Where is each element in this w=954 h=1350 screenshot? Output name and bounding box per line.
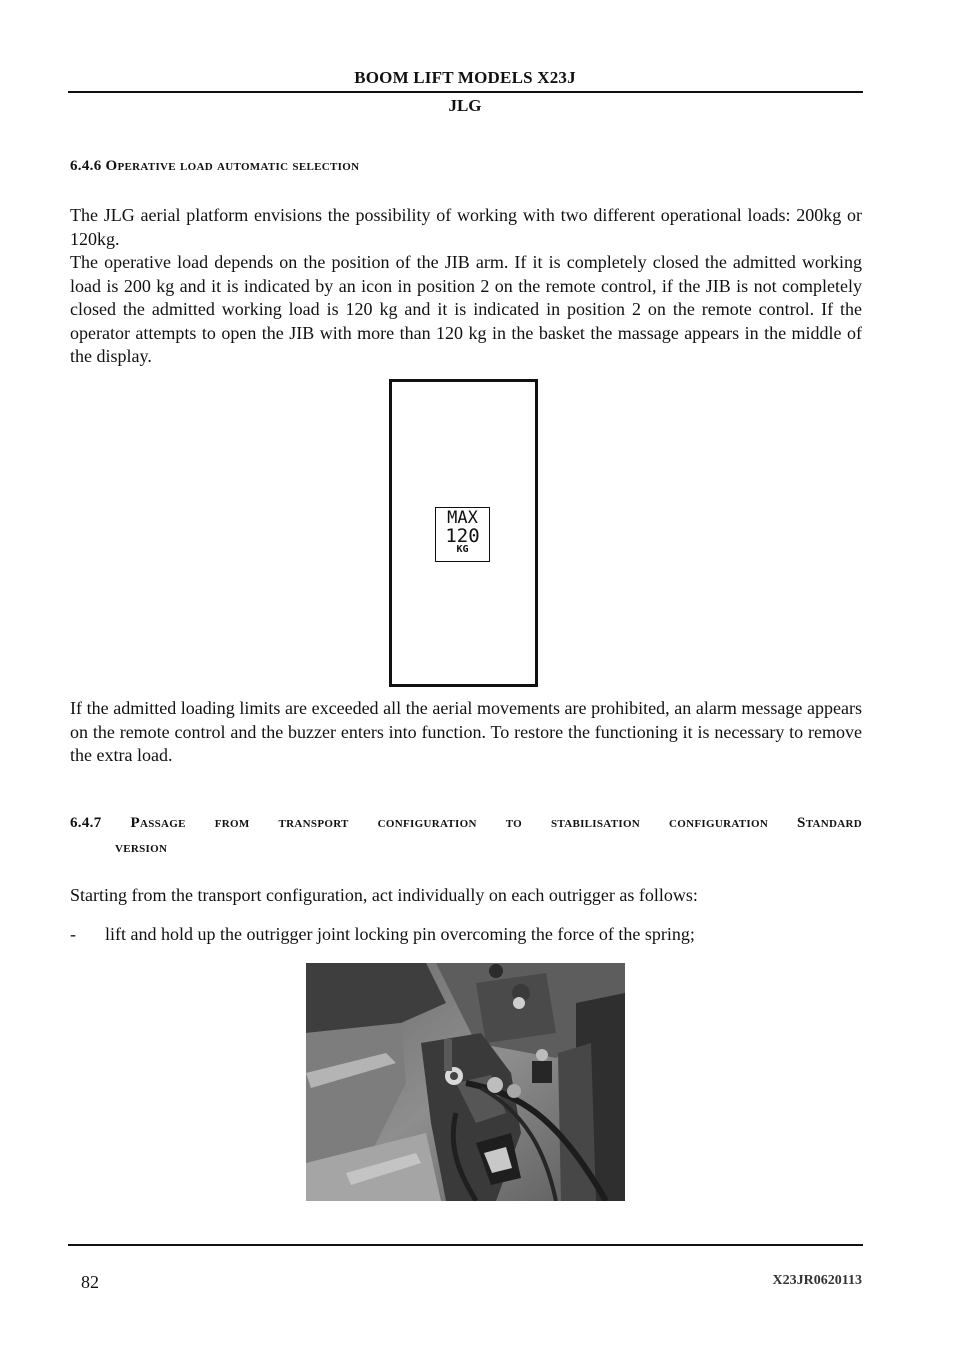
section-646-paragraph-2: The operative load depends on the position of the JIB arm. If it is completely closed the admitted working load is 200 kg and it is indicated by an icon in position 2 on the remote control, if the JIB is not completely closed the admitted working load is 120 kg and it is indicated in position 2 on the remote control. If the operator attempts to open the JIB with more than 120 kg in the basket the massage appears in the middle of the display. xyxy=(70,252,862,366)
header-rule xyxy=(68,91,863,93)
max-load-icon xyxy=(435,507,490,562)
section-646-paragraph-1: The JLG aerial platform envisions the possibility of working with two different operational loads: 200kg or 120kg. xyxy=(70,205,862,249)
bullet-marker: - xyxy=(70,924,76,944)
section-647-intro: Starting from the transport configuration, act individually on each outrigger as follows: xyxy=(70,885,698,905)
max-load-icon-line1: MAX xyxy=(447,508,478,528)
bullet-text: lift and hold up the outrigger joint locking pin overcoming the force of the spring; xyxy=(105,924,695,944)
header-title: BOOM LIFT MODELS X23J xyxy=(354,68,576,87)
header-subtitle: JLG xyxy=(448,96,482,115)
max-load-icon-line2: 120 xyxy=(445,525,480,547)
section-647-heading-cont: version xyxy=(115,840,168,856)
section-646-heading: 6.4.6 Operative load automatic selection xyxy=(70,158,360,174)
outrigger-joint-photo xyxy=(306,963,625,1201)
document-code: X23JR0620113 xyxy=(772,1273,862,1288)
page-number: 82 xyxy=(81,1272,99,1292)
remote-display-illustration xyxy=(389,379,538,687)
footer-rule xyxy=(68,1244,863,1246)
max-load-icon-line3: KG xyxy=(456,544,469,555)
section-646-paragraph-3: If the admitted loading limits are exceeded all the aerial movements are prohibited, an alarm message appears on the remote control and the buzzer enters into function. To restore the functioning it is necessary to remove the extra load. xyxy=(70,698,862,765)
section-647-heading: 6.4.7 Passage from transport configuration to stabilisation configuration Standard xyxy=(70,815,862,831)
outrigger-joint-photo-graphic xyxy=(306,963,625,1201)
